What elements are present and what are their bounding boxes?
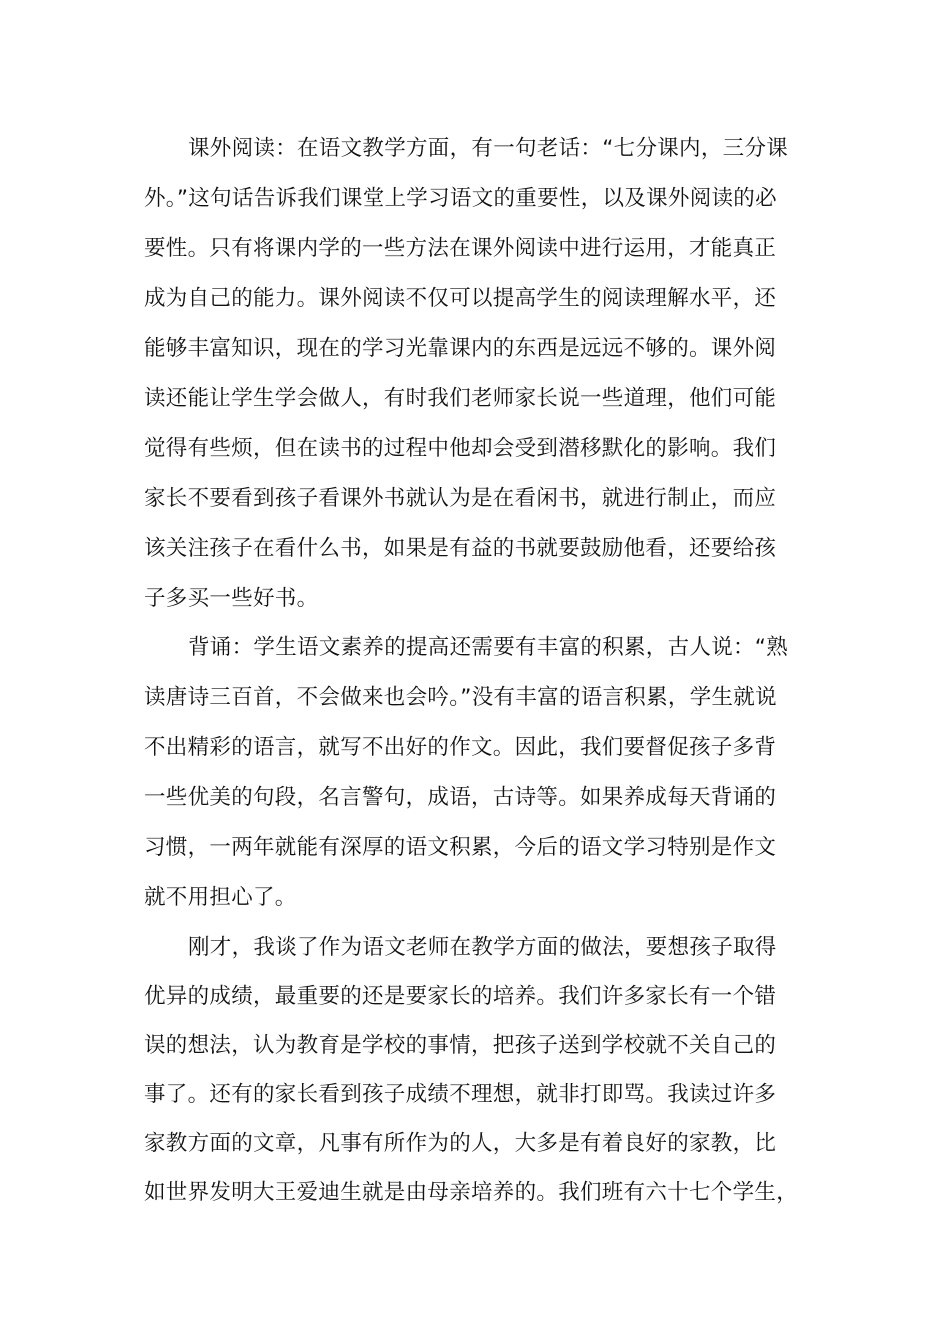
text-line: 事了。还有的家长看到孩子成绩不理想，就非打即骂。我读过许多 — [144, 1082, 777, 1107]
text-line: 能够丰富知识，现在的学习光靠课内的东西是远远不够的。课外阅 — [144, 336, 777, 361]
text-line: 该关注孩子在看什么书，如果是有益的书就要鼓励他看，还要给孩 — [144, 536, 777, 561]
text-line: 课外阅读：在语文教学方面，有一句老话：“七分课内，三分课 — [188, 136, 789, 161]
text-line: 外。”这句话告诉我们课堂上学习语文的重要性，以及课外阅读的必 — [144, 186, 777, 211]
text-line: 优异的成绩，最重要的还是要家长的培养。我们许多家长有一个错 — [144, 984, 777, 1009]
text-line: 家长不要看到孩子看课外书就认为是在看闲书，就进行制止，而应 — [144, 486, 777, 511]
text-line: 读还能让学生学会做人，有时我们老师家长说一些道理，他们可能 — [144, 386, 777, 411]
text-line: 刚才，我谈了作为语文老师在教学方面的做法，要想孩子取得 — [188, 935, 777, 960]
text-line: 子多买一些好书。 — [144, 586, 319, 611]
text-line: 如世界发明大王爱迪生就是由母亲培养的。我们班有六十七个学生， — [144, 1180, 799, 1205]
text-line: 误的想法，认为教育是学校的事情，把孩子送到学校就不关自己的 — [144, 1033, 777, 1058]
text-line: 一些优美的句段，名言警句，成语，古诗等。如果养成每天背诵的 — [144, 785, 777, 810]
text-line: 背诵：学生语文素养的提高还需要有丰富的积累，古人说：“熟 — [188, 635, 789, 660]
text-line: 读唐诗三百首，不会做来也会吟。”没有丰富的语言积累，学生就说 — [144, 685, 777, 710]
text-line: 成为自己的能力。课外阅读不仅可以提高学生的阅读理解水平，还 — [144, 286, 777, 311]
text-line: 觉得有些烦，但在读书的过程中他却会受到潜移默化的影响。我们 — [144, 436, 777, 461]
text-line: 要性。只有将课内学的一些方法在课外阅读中进行运用，才能真正 — [144, 236, 777, 261]
text-line: 就不用担心了。 — [144, 885, 297, 910]
text-line: 不出精彩的语言，就写不出好的作文。因此，我们要督促孩子多背 — [144, 735, 777, 760]
text-line: 习惯，一两年就能有深厚的语文积累，今后的语文学习特别是作文 — [144, 835, 777, 860]
text-line: 家教方面的文章，凡事有所作为的人，大多是有着良好的家教，比 — [144, 1131, 777, 1156]
